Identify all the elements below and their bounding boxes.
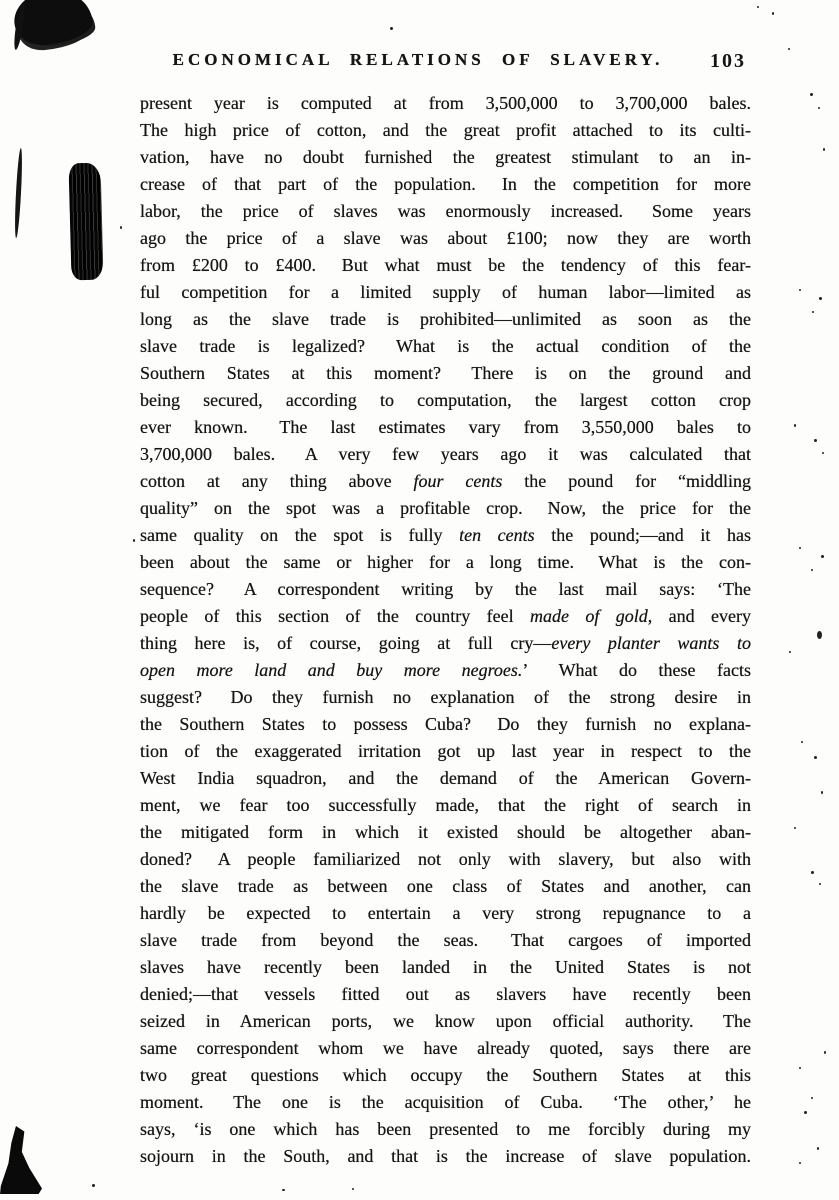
ink-speck xyxy=(757,6,759,8)
text-line: ever known. The last estimates vary from 3,550,000 bales to xyxy=(140,417,751,437)
text-line: sojourn in the South, and that is the increase of slave population. xyxy=(140,1146,751,1166)
running-title: ECONOMICAL RELATIONS OF SLAVERY. xyxy=(172,50,664,69)
ink-speck xyxy=(823,148,825,151)
ink-speck xyxy=(817,631,822,639)
text-line: open more land and buy more negroes.’ What do these facts xyxy=(140,660,751,680)
text-line: ago the price of a slave was about £100; now they are worth xyxy=(140,228,751,248)
ink-speck xyxy=(794,424,796,427)
text-line: slave trade is legalized? What is the actual condition of the xyxy=(140,336,751,356)
ink-speck xyxy=(352,1188,354,1190)
body-text xyxy=(140,90,751,1170)
text-line: Southern States at this moment? There is on the ground and xyxy=(140,363,751,383)
text-line: tion of the exaggerated irritation got up last year in respect to the xyxy=(140,741,751,761)
ink-speck xyxy=(120,226,122,229)
ink-speck xyxy=(824,1051,826,1054)
ink-speck xyxy=(772,12,774,15)
ink-speck xyxy=(801,741,803,743)
text-line: suggest? Do they furnish no explanation of the strong desire in xyxy=(140,687,751,707)
text-line: West India squadron, and the demand of the American Govern- xyxy=(140,768,751,788)
text-line: slave trade from beyond the seas. That cargoes of imported xyxy=(140,930,751,950)
text-line: people of this section of the country feel made of gold, and every xyxy=(140,606,751,626)
ink-speck xyxy=(811,871,814,874)
text-line: thing here is, of course, going at full cry—every planter wants to xyxy=(140,633,751,653)
text-line: denied;—that vessels fitted out as slavers have recently been xyxy=(140,984,751,1004)
text-line: says, ‘is one which has been presented to me forcibly during my xyxy=(140,1119,751,1139)
ink-speck xyxy=(812,311,814,313)
text-line: been about the same or higher for a long time. What is the con- xyxy=(140,552,751,572)
page-header xyxy=(140,50,752,76)
ink-speck xyxy=(810,93,813,96)
ink-speck xyxy=(811,1097,813,1099)
ink-speck xyxy=(799,1162,801,1164)
ink-speck xyxy=(818,107,820,109)
text-line: slaves have recently been landed in the United States is not xyxy=(140,957,751,977)
ink-speck xyxy=(799,547,801,549)
page-number: 103 xyxy=(710,50,746,72)
ink-speck xyxy=(133,539,135,542)
ink-speck xyxy=(799,289,801,291)
ink-speck xyxy=(819,883,821,885)
text-line: ful competition for a limited supply of human labor—limited as xyxy=(140,282,751,302)
ink-speck xyxy=(814,756,817,759)
text-line: vation, have no doubt furnished the greatest stimulant to an in- xyxy=(140,147,751,167)
ink-speck xyxy=(282,1189,285,1191)
ink-speck xyxy=(814,439,817,442)
text-line: quality” on the spot was a profitable crop. Now, the price for the xyxy=(140,498,751,518)
ink-speck xyxy=(804,1111,807,1114)
text-line: doned? A people familiarized not only with slavery, but also with xyxy=(140,849,751,869)
ink-stroke-left-margin xyxy=(14,148,24,238)
text-line: sequence? A correspondent writing by the last mail says: ‘The xyxy=(140,579,751,599)
text-line: two great questions which occupy the Southern States at this xyxy=(140,1065,751,1085)
text-line: 3,700,000 bales. A very few years ago it was calculated that xyxy=(140,444,751,464)
text-line: crease of that part of the population. In the competition for more xyxy=(140,174,751,194)
text-line: the Southern States to possess Cuba? Do they furnish no explana- xyxy=(140,714,751,734)
ink-blob-bottom-left xyxy=(0,1126,42,1194)
text-line: labor, the price of slaves was enormously increased. Some years xyxy=(140,201,751,221)
text-line: moment. The one is the acquisition of Cuba. ‘The other,’ he xyxy=(140,1092,751,1112)
text-line: from £200 to £400. But what must be the tendency of this fear- xyxy=(140,255,751,275)
ink-speck xyxy=(92,1184,95,1187)
text-line: cotton at any thing above four cents the pound for “middling xyxy=(140,471,751,491)
ink-speck xyxy=(799,1067,801,1069)
text-line: present year is computed at from 3,500,000 to 3,700,000 bales. xyxy=(140,93,751,113)
text-line: ment, we fear too successfully made, that the right of search in xyxy=(140,795,751,815)
ink-speck xyxy=(789,651,791,653)
ink-speck xyxy=(390,27,393,30)
text-line: seized in American ports, we know upon official authority. The xyxy=(140,1011,751,1031)
text-line: The high price of cotton, and the great profit attached to its culti- xyxy=(140,120,751,140)
text-line: same correspondent whom we have already quoted, says there are xyxy=(140,1038,751,1058)
text-line: the mitigated form in which it existed should be altogether aban- xyxy=(140,822,751,842)
ink-speck xyxy=(822,452,824,454)
ink-speck xyxy=(794,827,796,829)
ink-speck xyxy=(819,297,822,300)
text-line: long as the slave trade is prohibited—unlimited as soon as the xyxy=(140,309,751,329)
text-line: the slave trade as between one class of States and another, can xyxy=(140,876,751,896)
ink-speck xyxy=(817,1147,819,1150)
ink-speck xyxy=(788,48,790,50)
text-line: hardly be expected to entertain a very strong repugnance to a xyxy=(140,903,751,923)
text-line: being secured, according to computation, the largest cotton crop xyxy=(140,390,751,410)
ink-speck xyxy=(821,791,823,794)
ink-speck xyxy=(811,569,813,571)
text-line: same quality on the spot is fully ten cents the pound;—and it has xyxy=(140,525,751,545)
ink-streak-left-margin xyxy=(68,163,103,281)
ink-speck xyxy=(821,555,824,558)
